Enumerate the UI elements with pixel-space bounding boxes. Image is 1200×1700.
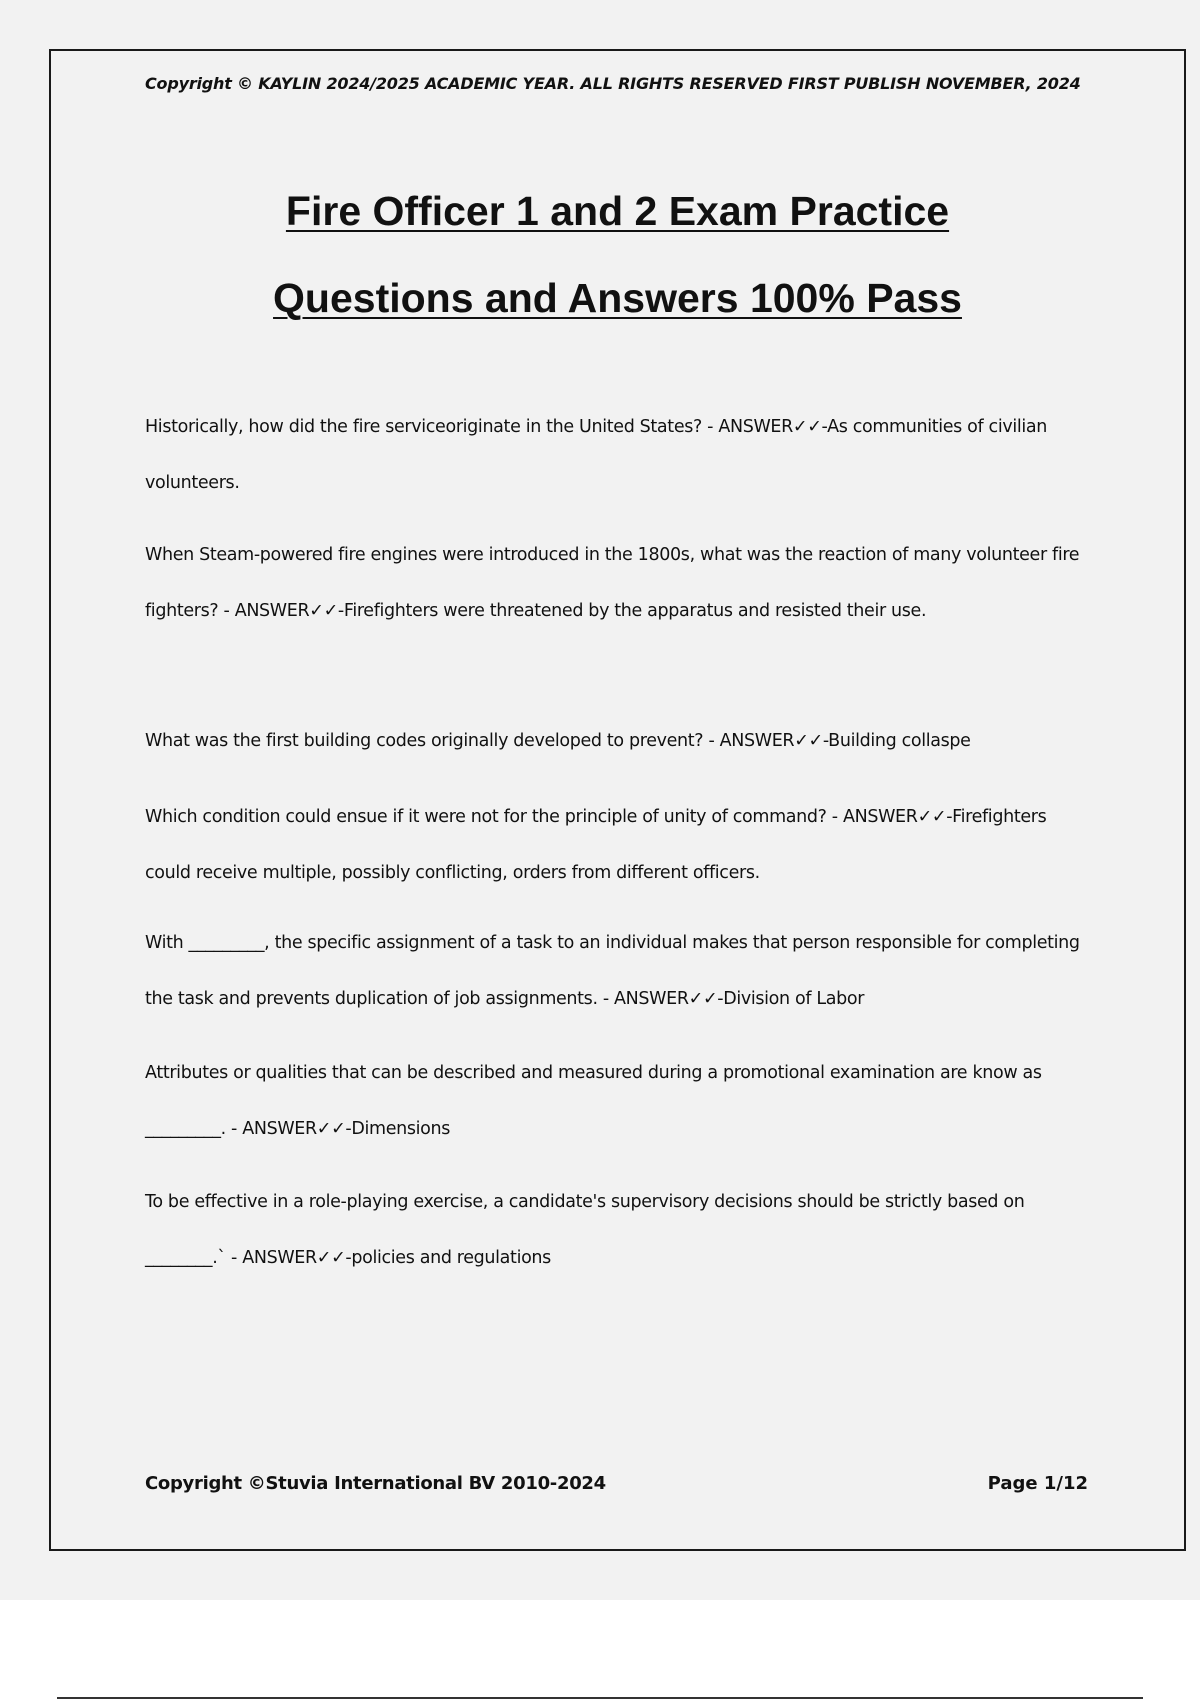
qa-item-2: When Steam-powered fire engines were introduced in the 1800s, what was the reaction of many volunteer fire fighters? - ANSWER✓✓-Firefighters were threatened by the apparatus and resisted their use. xyxy=(145,545,1080,621)
next-page-divider xyxy=(57,1697,1143,1699)
qa-item-7: To be effective in a role-playing exercise, a candidate's supervisory decisions should be strictly based on ________.` - ANSWER✓✓-policies and regulations xyxy=(145,1192,1025,1268)
qa-item-3: What was the first building codes originally developed to prevent? - ANSWER✓✓-Building collaspe xyxy=(145,731,971,751)
qa-item-1: Historically, how did the fire serviceoriginate in the United States? - ANSWER✓✓-As communities of civilian volunteers. xyxy=(145,417,1047,493)
title-line-1: Fire Officer 1 and 2 Exam Practice xyxy=(285,188,950,234)
header-copyright: Copyright © KAYLIN 2024/2025 ACADEMIC YEAR. ALL RIGHTS RESERVED FIRST PUBLISH NOVEMBER, 2024 xyxy=(145,74,1081,93)
qa-item-4: Which condition could ensue if it were not for the principle of unity of command? - ANSWER✓✓-Firefighters could receive multiple, possibly conflicting, orders from different officers. xyxy=(145,807,1047,883)
page-number: Page 1/12 xyxy=(987,1473,1088,1494)
title-line-2: Questions and Answers 100% Pass xyxy=(273,275,962,321)
qa-item-5: With _________, the specific assignment of a task to an individual makes that person responsible for completing the task and prevents duplication of job assignments. - ANSWER✓✓-Division of Labor xyxy=(145,933,1080,1009)
footer-copyright: Copyright ©Stuvia International BV 2010-2024 xyxy=(145,1473,606,1494)
document-title xyxy=(145,168,1090,342)
qa-item-6: Attributes or qualities that can be described and measured during a promotional examination are know as _________. - ANSWER✓✓-Dimensions xyxy=(145,1063,1042,1139)
